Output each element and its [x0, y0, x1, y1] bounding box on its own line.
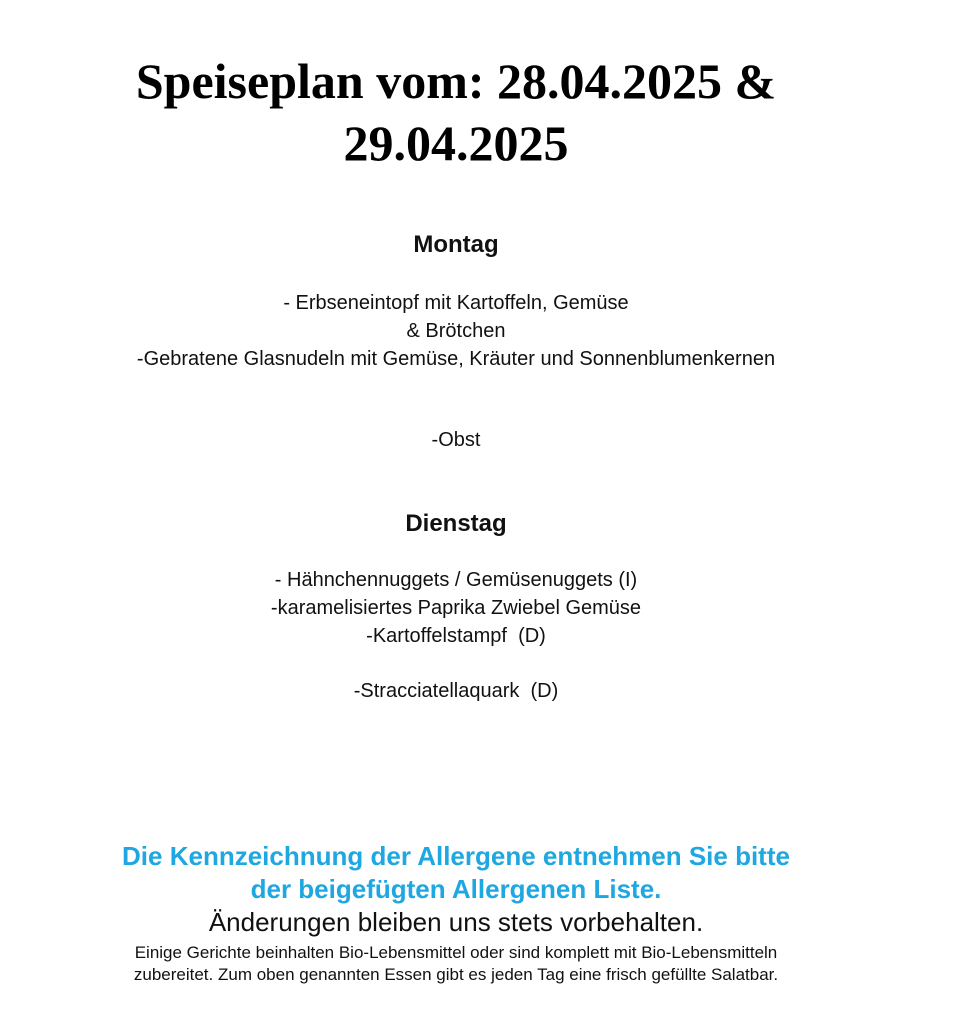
page-title-line-2: 29.04.2025	[343, 115, 569, 171]
menu-item: - Hähnchennuggets / Gemüsenuggets (I)	[274, 569, 638, 591]
page-title-line-1: Speiseplan vom: 28.04.2025 &	[135, 53, 777, 109]
menu-item: - Erbseneintopf mit Kartoffeln, Gemüse	[283, 292, 629, 314]
menu-item: -Gebratene Glasnudeln mit Gemüse, Kräuter und Sonnenblumenkernen	[136, 348, 776, 370]
menu-item: -Kartoffelstampf (D)	[366, 625, 546, 647]
day-heading-tuesday: Dienstag	[405, 510, 507, 537]
menu-item: -Stracciatellaquark (D)	[353, 680, 559, 702]
bio-note-line-2: zubereitet. Zum oben genannten Essen gibt es jeden Tag eine frisch gefüllte Salatbar.	[133, 965, 779, 984]
menu-item: -karamelisiertes Paprika Zwiebel Gemüse	[270, 597, 642, 619]
page-title	[0, 50, 912, 174]
changes-note: Änderungen bleiben uns stets vorbehalten.	[208, 907, 704, 937]
allergen-note-line-1: Die Kennzeichnung der Allergene entnehmen Sie bitte	[122, 841, 790, 871]
day-heading-monday: Montag	[413, 231, 499, 258]
allergen-note-line-2: der beigefügten Allergenen Liste.	[250, 874, 662, 904]
menu-item: -Obst	[431, 429, 481, 451]
bio-note-line-1: Einige Gerichte beinhalten Bio-Lebensmittel oder sind komplett mit Bio-Lebensmitteln	[134, 943, 778, 962]
menu-item: & Brötchen	[406, 320, 506, 342]
